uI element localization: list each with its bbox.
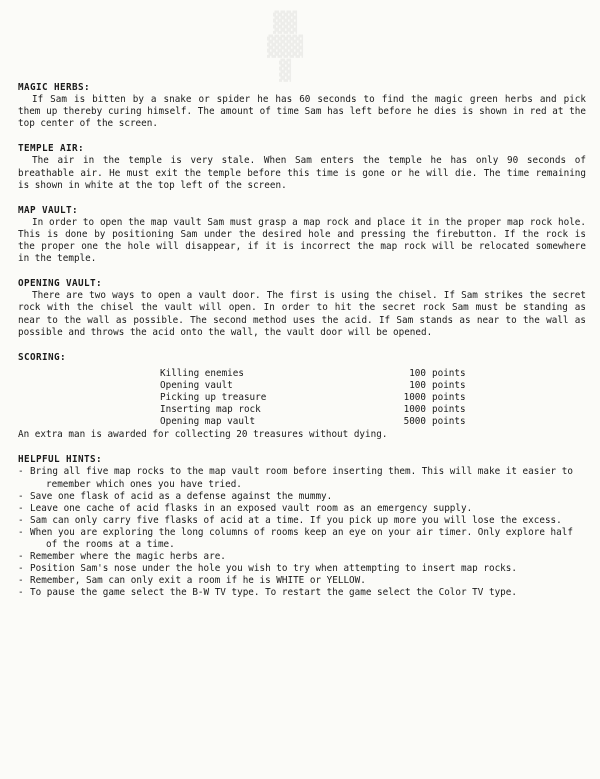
hints-list: [18, 466, 586, 599]
table-row: [160, 368, 466, 380]
score-unit: points: [432, 391, 466, 403]
section-helpful-hints: [18, 454, 586, 599]
score-points: 100: [409, 379, 426, 391]
table-row: [160, 392, 466, 404]
section-heading: MAGIC HERBS:: [18, 82, 90, 93]
list-item: - Remember, Sam can only exit a room if he is WHITE or YELLOW.: [18, 575, 586, 587]
section-opening-vault: [18, 278, 586, 338]
score-unit: points: [432, 379, 466, 391]
list-item: - Leave one cache of acid flasks in an exposed vault room as an emergency supply.: [18, 503, 586, 515]
section-body: The air in the temple is very stale. When Sam enters the temple he has only 90 seconds of breathable air. He must exit the temple before this time is gone or he will die. The time remaining is shown in white at the top left of the screen.: [18, 155, 586, 191]
table-row: [160, 416, 466, 428]
list-item: - To pause the game select the B-W TV type. To restart the game select the Color TV type.: [18, 587, 586, 599]
list-item: - Bring all five map rocks to the map vault room before inserting them. This will make it easier to remember which ones you have tried.: [18, 466, 586, 490]
score-item: Killing enemies: [160, 367, 244, 379]
table-row: [160, 380, 466, 392]
section-heading: MAP VAULT:: [18, 204, 78, 216]
score-unit: points: [432, 404, 466, 416]
scoring-table: [160, 368, 466, 428]
score-points: 1000: [403, 391, 426, 403]
list-item: - Sam can only carry five flasks of acid at a time. If you pick up more you will lose the excess.: [18, 515, 586, 527]
score-points: 100: [409, 367, 426, 379]
extra-man-note: An extra man is awarded for collecting 20 treasures without dying.: [18, 429, 388, 441]
section-map-vault: [18, 205, 586, 265]
section-temple-air: [18, 143, 586, 191]
section-heading: OPENING VAULT:: [18, 278, 102, 290]
section-heading: TEMPLE AIR:: [18, 143, 84, 155]
score-item: Picking up treasure: [160, 391, 267, 403]
section-magic-herbs: [18, 82, 586, 130]
list-item: - When you are exploring the long columns of rooms keep an eye on your air timer. Only explore half of the rooms at a time.: [18, 527, 586, 551]
section-heading: HELPFUL HINTS:: [18, 454, 102, 466]
score-unit: points: [432, 416, 466, 428]
score-points: 5000: [403, 416, 426, 428]
section-body: There are two ways to open a vault door. The first is using the chisel. If Sam strikes the secret rock with the chisel the vault will open. In order to hit the secret rock Sam must be standing as near to the wall as possible. The second method uses the acid. If Sam stands as near to the wall as possible and throws the acid onto the wall, the vault door will be opened.: [18, 290, 586, 338]
section-heading: SCORING:: [18, 351, 66, 363]
score-item: Opening vault: [160, 379, 233, 391]
section-body: In order to open the map vault Sam must grasp a map rock and place it in the proper map rock hole. This is done by positioning Sam under the desired hole and pressing the firebutton. If the rock is the proper one the hole will disappear, if it is incorrect the map rock will be relocated somewhere in the temple.: [18, 216, 586, 265]
section-body: If Sam is bitten by a snake or spider he has 60 seconds to find the magic green herbs and pick them up thereby curing himself. The amount of time Sam has left before he dies is shown in red at the top center of the screen.: [18, 94, 586, 130]
score-unit: points: [432, 367, 466, 379]
section-scoring: [18, 352, 586, 442]
list-item: - Remember where the magic herbs are.: [18, 551, 586, 563]
score-item: Opening map vault: [160, 416, 256, 428]
table-row: [160, 404, 466, 416]
list-item: - Save one flask of acid as a defense against the mummy.: [18, 491, 586, 503]
score-item: Inserting map rock: [160, 404, 261, 416]
score-points: 1000: [403, 404, 426, 416]
list-item: - Position Sam's nose under the hole you wish to try when attempting to insert map rocks.: [18, 563, 586, 575]
bleed-through-mark: ▓▓ ▓▓▓ ▓: [266, 10, 304, 82]
